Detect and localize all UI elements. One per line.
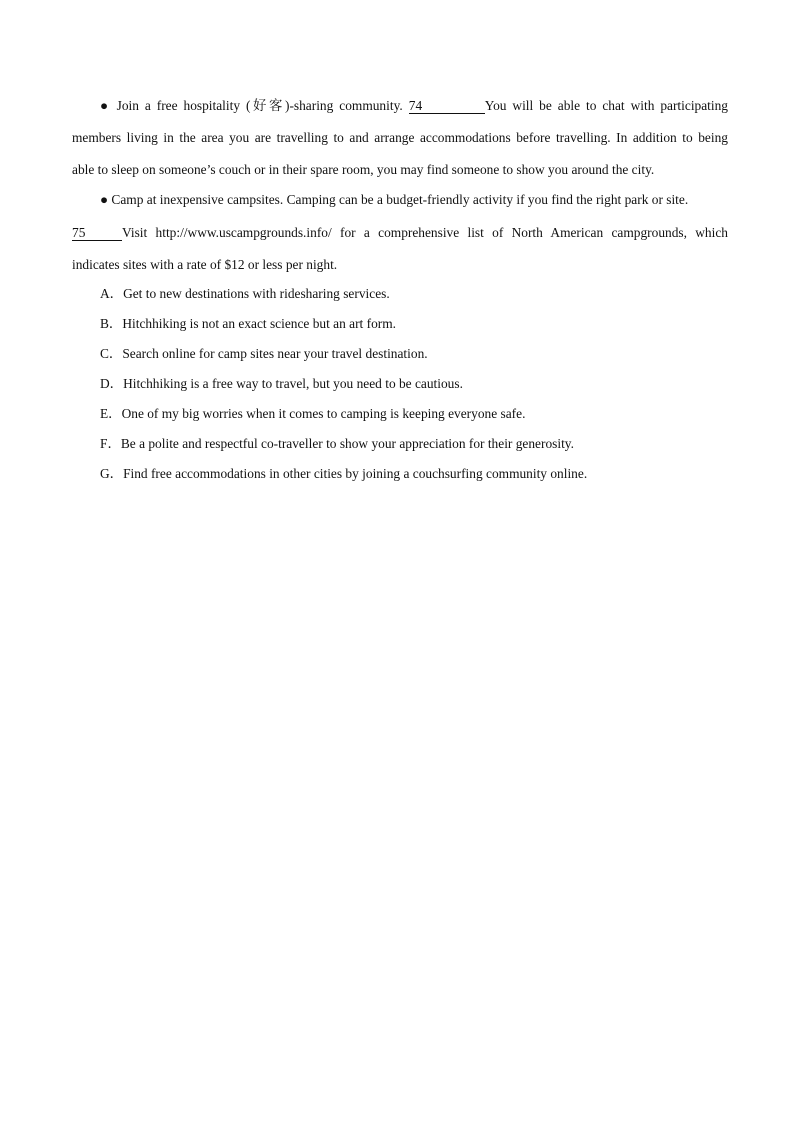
option-letter: G． — [100, 466, 124, 481]
option-a — [100, 286, 390, 302]
paragraph-75-line-1: ● Camp at inexpensive campsites. Camping can be a budget-friendly activity if you find the right park or site. — [100, 192, 689, 207]
blank-74[interactable]: 74 — [409, 99, 485, 114]
paragraph-74-line-1 — [100, 98, 728, 114]
option-g — [100, 466, 587, 482]
option-text: One of my big worries when it comes to camping is keeping everyone safe. — [121, 406, 526, 421]
option-text: Hitchhiking is a free way to travel, but you need to be cautious. — [123, 376, 463, 391]
paragraph-74-line-2: members living in the area you are travelling to and arrange accommodations before travelling. In addition to being — [72, 130, 728, 145]
option-text: Search online for camp sites near your travel destination. — [122, 346, 428, 361]
blank-75[interactable]: 75 — [72, 226, 122, 241]
paragraph-74-continuation: You will be able to chat with participating — [484, 98, 729, 113]
option-letter: F． — [100, 436, 121, 451]
paragraph-74-intro: ● Join a free hospitality (好客)-sharing community. — [100, 98, 403, 113]
option-c — [100, 346, 428, 362]
option-f — [100, 436, 574, 452]
option-text: Find free accommodations in other cities by joining a couchsurfing community online. — [123, 466, 588, 481]
paragraph-74-line-3: able to sleep on someone’s couch or in their spare room, you may find someone to show you around the city. — [72, 162, 655, 177]
option-letter: E． — [100, 406, 122, 421]
paragraph-75-line-3: indicates sites with a rate of $12 or less per night. — [72, 257, 338, 272]
option-b — [100, 316, 396, 332]
option-text: Get to new destinations with ridesharing services. — [123, 286, 390, 301]
option-letter: A． — [100, 286, 124, 301]
option-e — [100, 406, 525, 422]
option-letter: D． — [100, 376, 124, 391]
option-text: Be a polite and respectful co-traveller to show your appreciation for their generosity. — [120, 436, 574, 451]
paragraph-75-continuation: Visit http://www.uscampgrounds.info/ for a comprehensive list of North American campgrounds, which — [122, 225, 728, 240]
option-text: Hitchhiking is not an exact science but an art form. — [122, 316, 397, 331]
option-letter: B． — [100, 316, 123, 331]
option-letter: C． — [100, 346, 123, 361]
option-d — [100, 376, 463, 392]
paragraph-75-line-2 — [72, 225, 728, 241]
